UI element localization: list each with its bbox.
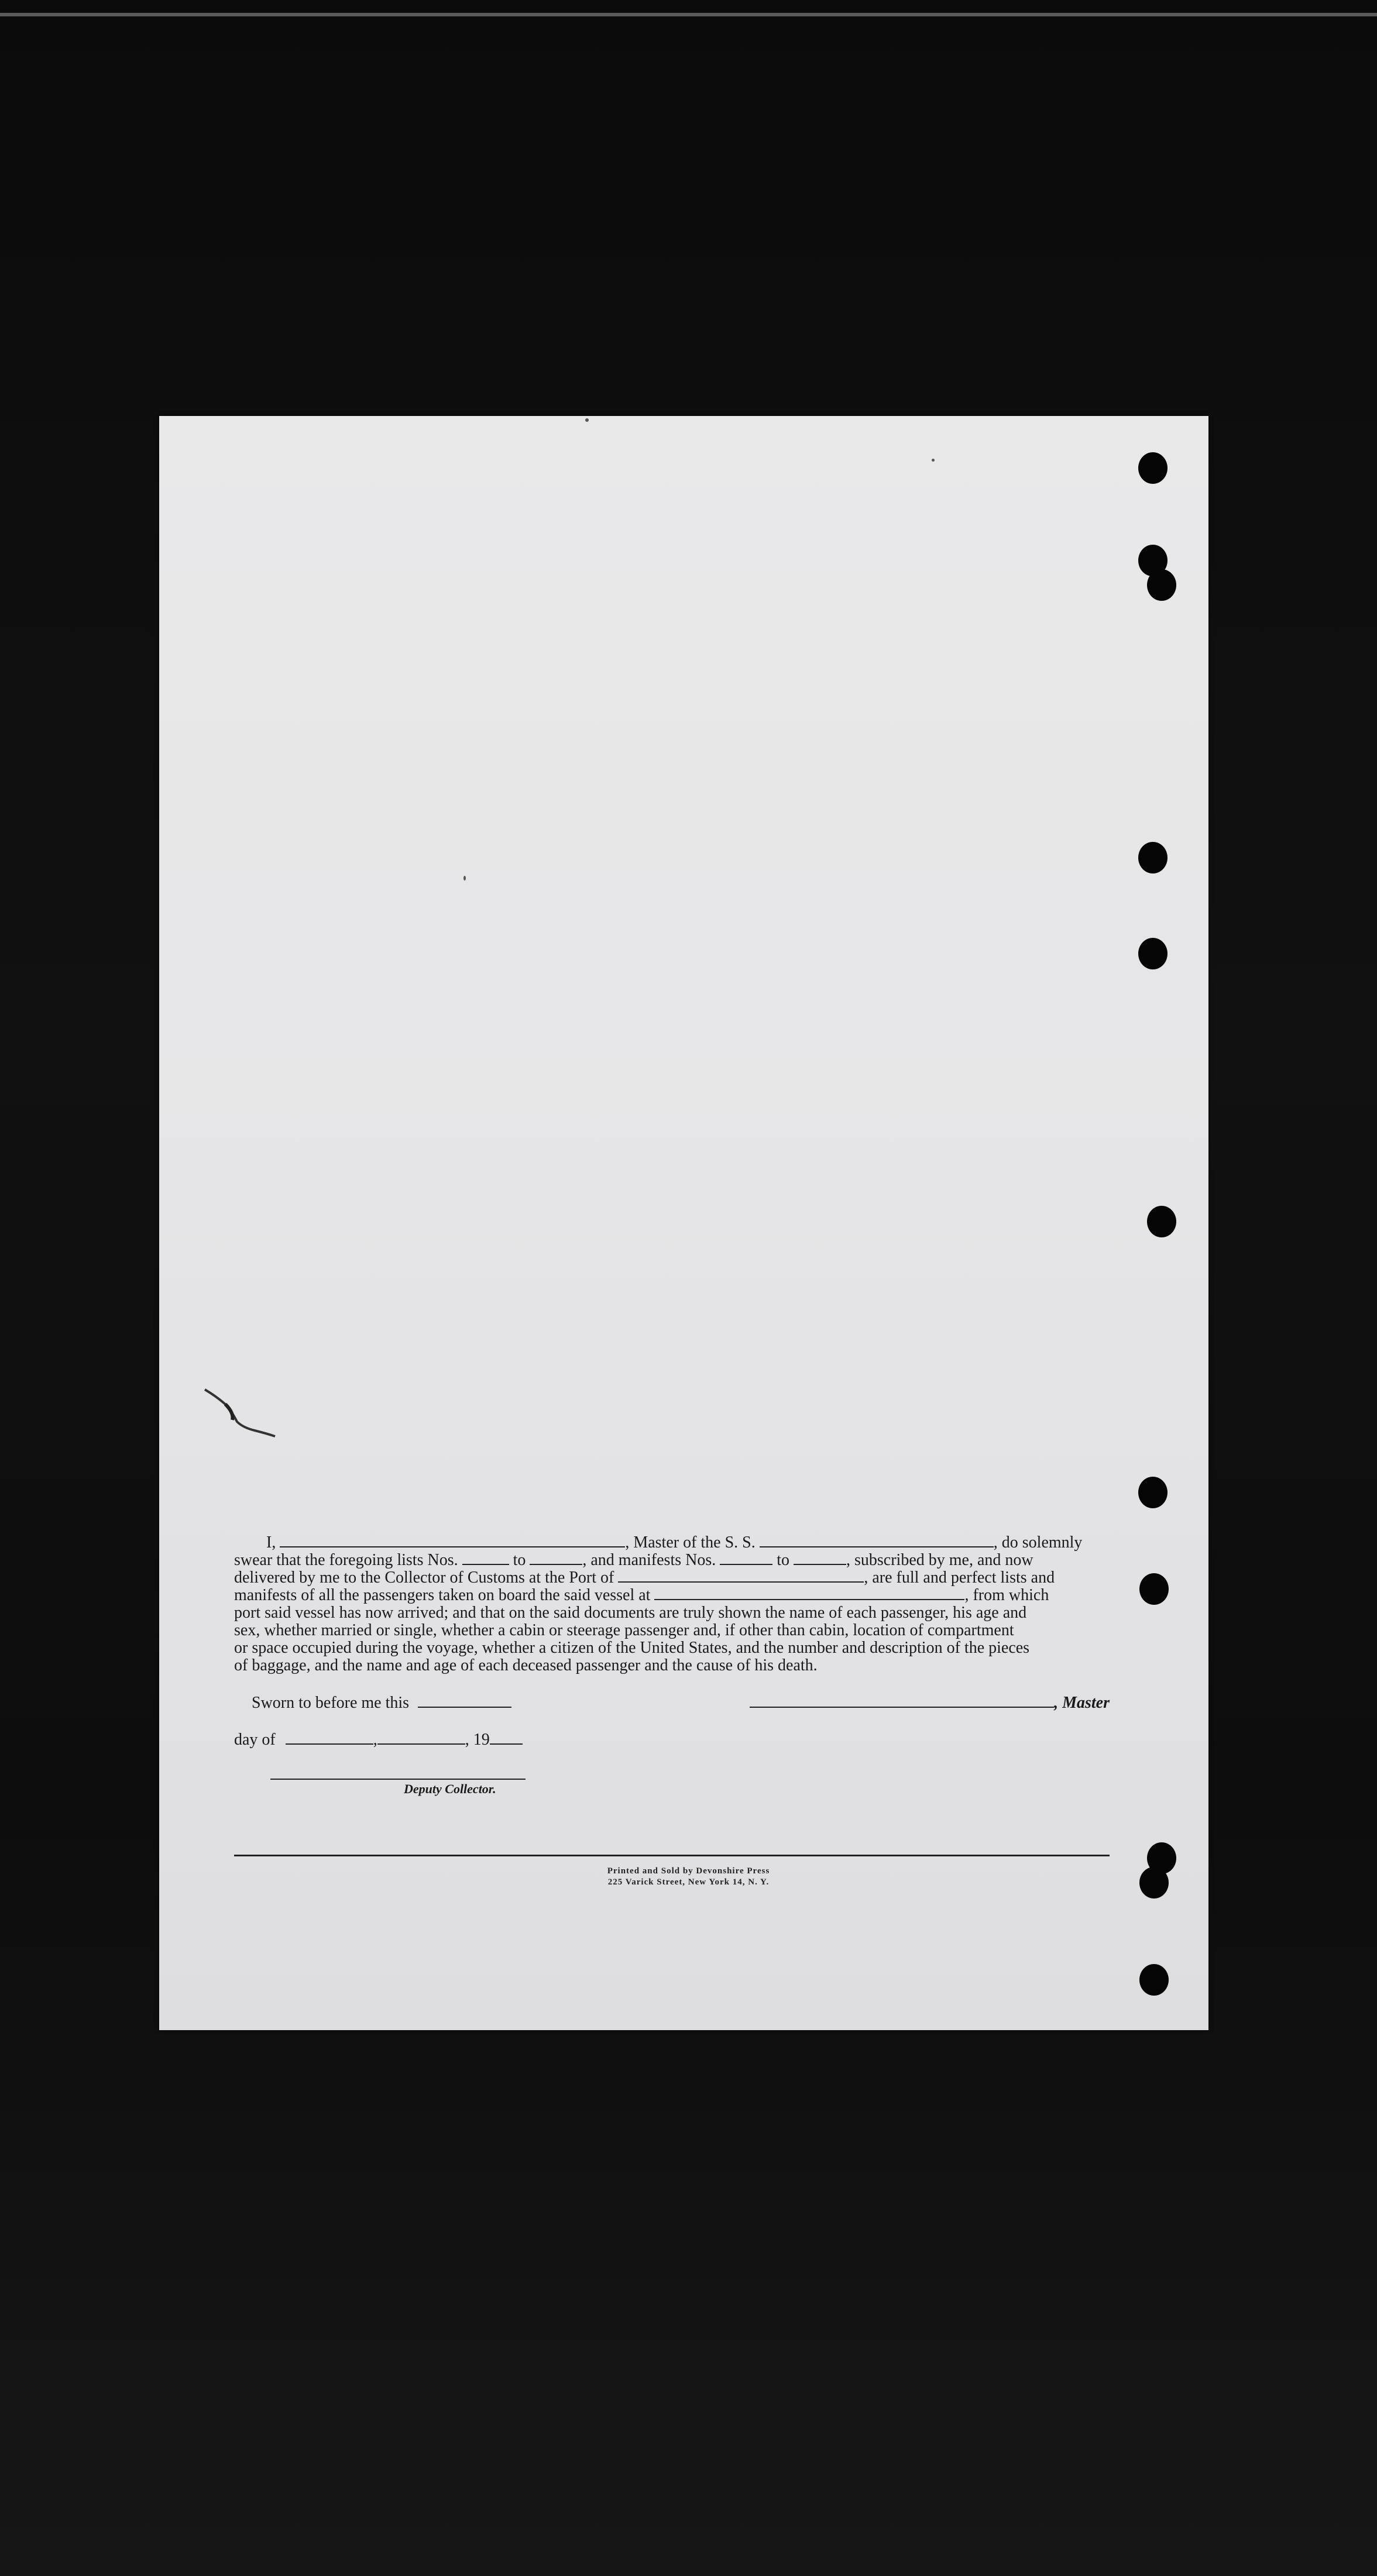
master-signature [750,1694,1110,1712]
port-field[interactable] [618,1571,864,1583]
oath-line-2: swear that the foregoing lists Nos. to , and manifests Nos. to , subscribed by me, and now [234,1551,1033,1569]
dust-speck [585,418,589,422]
oath-line-3: delivered by me to the Collector of Customs at the Port of , are full and perfect lists and [234,1569,1055,1587]
day-label: day of [234,1731,276,1749]
year-field[interactable] [490,1733,523,1745]
punch-hole [1147,569,1176,601]
dust-speck [932,459,935,462]
day-row: day of , , 19 [234,1731,1110,1749]
master-signature-field[interactable] [750,1696,1054,1708]
film-edge-line [0,13,1377,16]
oath-paragraph [234,1534,1110,1674]
sworn-row [234,1694,1110,1712]
punch-hole [1138,938,1167,969]
master-name-field[interactable] [280,1536,625,1547]
oath-line-5: port said vessel has now arrived; and that on the said documents are truly shown the name of each passenger, his age and [234,1604,1027,1622]
list-from-field[interactable] [462,1553,509,1565]
manifest-page [159,416,1208,2030]
list-to-field[interactable] [530,1553,582,1565]
footer-rule [234,1855,1110,1856]
dust-speck [463,876,466,881]
oath-line-1: I, , Master of the S. S. , do solemnly [266,1533,1083,1552]
punch-hole [1138,1477,1167,1508]
punch-hole [1147,1206,1176,1237]
oath-line-6: sex, whether married or single, whether a cabin or steerage passenger and, if other than cabin, location of compartment [234,1621,1014,1639]
oath-line-7: or space occupied during the voyage, whether a citizen of the United States, and the number and description of the pieces [234,1639,1030,1657]
sworn-label: Sworn to before me this [252,1694,410,1712]
deputy-signature-line[interactable] [270,1779,526,1780]
day-month-field[interactable] [286,1733,373,1745]
printer-line-1: Printed and Sold by Devonshire Press [607,1866,770,1876]
printer-line-2: 225 Varick Street, New York 14, N. Y. [607,1877,770,1887]
oath-line-8: of baggage, and the name and age of each deceased passenger and the cause of his death. [234,1656,818,1674]
manifest-from-field[interactable] [720,1553,772,1565]
sworn-date-field[interactable] [418,1696,511,1708]
deputy-collector-label: Deputy Collector. [404,1781,496,1796]
day-year-field[interactable] [377,1733,465,1745]
ship-name-field[interactable] [760,1536,994,1547]
punch-hole [1138,452,1167,484]
punch-hole [1139,1573,1169,1605]
paper-smudge [202,1384,284,1448]
embarkation-port-field[interactable] [654,1588,964,1600]
punch-hole [1139,1964,1169,1996]
year-label: , 19 [465,1731,490,1749]
punch-hole [1138,842,1167,873]
oath-line-4: manifests of all the passengers taken on board the said vessel at , from which [234,1586,1049,1604]
manifest-to-field[interactable] [794,1553,846,1565]
master-label: , Master [1054,1694,1110,1712]
